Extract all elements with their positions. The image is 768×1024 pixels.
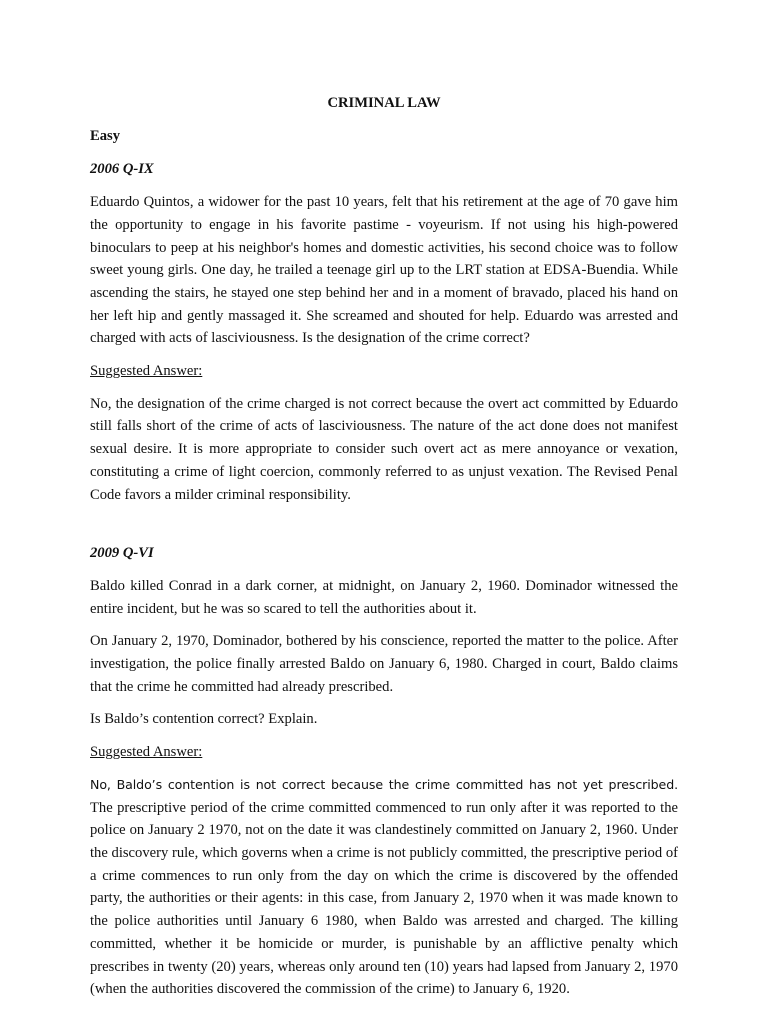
answer-text: No, the designation of the crime charged is not correct because the overt act committed by Eduardo still falls short of the crime of acts of lasciviousness. The nature of the act done does not manifest sexual desire. It is more appropriate to consider such overt act as mere annoyance or vexation, constituting a crime of light coercion, commonly referred to as unjust vexation. The Revised Penal Code favors a milder criminal responsibility.: [90, 395, 678, 503]
question-text: Is Baldo’s contention correct? Explain.: [90, 711, 318, 728]
question-text: Baldo killed Conrad in a dark corner, at midnight, on January 2, 1960. Dominador witnessed the entire incident, but he was so scared to tell the authorities about it.: [90, 577, 678, 617]
suggested-answer-label: Suggested Answer:: [90, 363, 203, 380]
document-page: [90, 92, 678, 1011]
question-id: 2006 Q-IX: [90, 161, 154, 178]
difficulty-heading: Easy: [90, 127, 121, 144]
question-text: Eduardo Quintos, a widower for the past 10 years, felt that his retirement at the age of 70 gave him the opportunity to engage in his favorite pastime - voyeurism. If not using his high-powered binoculars to peep at his neighbor's homes and domestic activities, his second choice was to follow sweet young girls. One day, he trailed a teenage girl up to the LRT station at EDSA-Buendia. While ascending the stairs, he stayed one step behind her and in a moment of bravado, placed his hand on her left hip and gently massaged it. She screamed and shouted for help. Eduardo was arrested and charged with acts of lasciviousness. Is the designation of the crime correct?: [90, 194, 678, 347]
question-2009-q-vi: [90, 542, 678, 1001]
document-title: CRIMINAL LAW: [327, 95, 441, 111]
question-id: 2009 Q-VI: [90, 545, 154, 562]
section-spacer: [90, 516, 678, 542]
suggested-answer-label: Suggested Answer:: [90, 744, 203, 761]
answer-lead-text: No, Baldo’s contention is not correct because the crime committed has not yet prescribed.: [90, 776, 678, 792]
question-2006-q-ix: [90, 158, 678, 506]
answer-paragraph: [90, 774, 678, 1001]
answer-text: The prescriptive period of the crime committed commenced to run only after it was reported to the police on January 2 1970, not on the date it was clandestinely committed on January 2, 1960. Under the discovery rule, which governs when a crime is not publicly committed, the prescriptive period of a crime commences to run only from the day on which the crime is discovered by the offended party, the authorities or their agents: in this case, from January 2, 1970 when it was made known to the police authorities until January 6 1980, when Baldo was arrested and charged. The killing committed, whether it be homicide or murder, is punishable by an afflictive penalty which prescribes in twenty (20) years, whereas only around ten (10) years had lapsed from January 2, 1970 (when the authorities discovered the commission of the crime) to January 6, 1920.: [90, 799, 678, 998]
question-text: On January 2, 1970, Dominador, bothered by his conscience, reported the matter to the police. After investigation, the police finally arrested Baldo on January 6, 1980. Charged in court, Baldo claims that the crime he committed had already prescribed.: [90, 633, 678, 695]
